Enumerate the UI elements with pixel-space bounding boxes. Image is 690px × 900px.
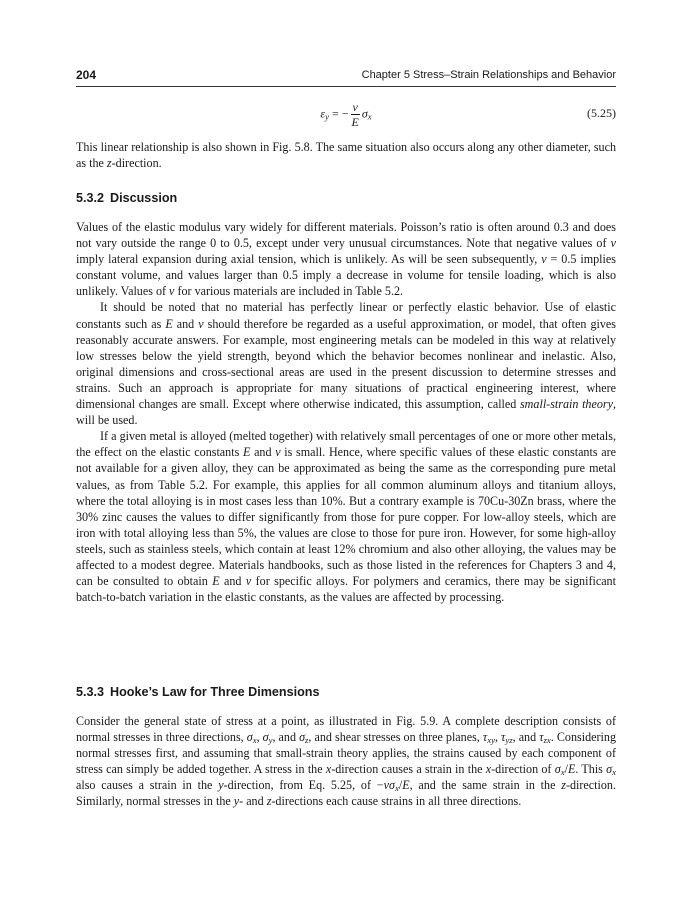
running-head: Chapter 5 Stress–Strain Relationships and Behavior <box>361 69 616 81</box>
equation-number: (5.25) <box>587 106 616 120</box>
header-rule <box>76 86 616 87</box>
section-heading-5-3-2 <box>76 191 177 205</box>
equation-5-25 <box>76 96 616 138</box>
discussion-body <box>76 219 616 605</box>
section-heading-5-3-3 <box>76 685 320 699</box>
section-number: 5.3.2 <box>76 191 105 205</box>
section-title: Discussion <box>110 191 178 205</box>
page-number: 204 <box>76 68 97 82</box>
section-title: Hooke’s Law for Three Dimensions <box>110 685 320 699</box>
discussion-paragraph-1: Values of the elastic modulus vary widely for different materials. Poisson’s ratio is often around 0.3 and does not vary outside the range 0 to 0.5, except under very unusual circumstances. Note that negative values of ν imply lateral expansion during axial tension, which is unlikely. As will be seen subsequently, ν = 0.5 implies constant volume, and values larger than 0.5 imply a decrease in volume for tensile loading, which is also unlikely. Values of ν for various materials are included in Table 5.2. <box>76 220 616 299</box>
hookes-law-paragraph: Consider the general state of stress at a point, as illustrated in Fig. 5.9. A complete description consists of normal stresses in three directions, $\sigma_x$, $\sigma_y$, and $\sigma_z$, and shear stresses on three planes, $\tau_{xy}$, $\tau_{yz}$, and $\tau_{zx}$. Considering normal stresses first, and assuming that small-strain theory applies, the strains caused by each component of stress can simply be added together. A stress in the x-direction causes a strain in the x-direction of $\sigma_x/E$. This $\sigma_x$ also causes a strain in the y-direction, from Eq. 5.25, of $-\nu\sigma_x/E$, and the same strain in the z-direction. Similarly, normal stresses in the y- and z-directions each cause strains in all three directions. <box>76 714 617 809</box>
discussion-paragraph-2: It should be noted that no material has perfectly linear or perfectly elastic behavior. Use of elastic constants such as E and ν should therefore be regarded as a useful approximation, or model, that often gives reasonably accurate answers. For example, most engineering metals can be modeled in this way at relatively low stresses below the yield strength, beyond which the behavior becomes nonlinear and inelastic. Also, original dimensions and cross-sectional areas are used in the present discussion to determine stresses and strains. Such an approach is appropriate for many situations of practical engineering interest, where dimensional changes are small. Except where otherwise indicated, this assumption, called small-strain theory, will be used. <box>76 300 616 428</box>
equation-body: $\varepsilon_y$ = − $\frac{\nu}{E}$ $\sigma_x$ <box>320 100 372 129</box>
section-number: 5.3.3 <box>76 685 105 699</box>
intro-paragraph: This linear relationship is also shown in Fig. 5.8. The same situation also occurs along any other diameter, such as the z-direction. <box>76 140 616 171</box>
equation-fraction: $\frac{\nu}{E}$ <box>351 100 359 129</box>
hookes-law-body <box>76 713 616 810</box>
discussion-paragraph-3: If a given metal is alloyed (melted together) with relatively small percentages of one or more other metals, the effect on the elastic constants E and ν is small. Hence, where specific values of these elastic constants are not available for a given alloy, they can be approximated as being the same as the corresponding pure metal values, as from Table 5.2. For example, this applies for all common aluminum alloys and titanium alloys, where the total alloying is in most cases less than 10%. But a contrary example is 70Cu-30Zn brass, where the 30% zinc causes the values to differ significantly from those for pure copper. For low-alloy steels, which are iron with total alloying less than 5%, the values are close to those for pure iron. However, for some high-alloy steels, such as stainless steels, which contain at least 12% chromium and also other alloying, the values may be affected to a modest degree. Materials handbooks, such as those listed in the references for Chapters 3 and 4, can be consulted to obtain E and ν for specific alloys. For polymers and ceramics, there may be significant batch-to-batch variation in the elastic constants, as the values are affected by processing. <box>76 429 616 605</box>
term-small-strain-theory: small-strain theory <box>519 397 613 412</box>
